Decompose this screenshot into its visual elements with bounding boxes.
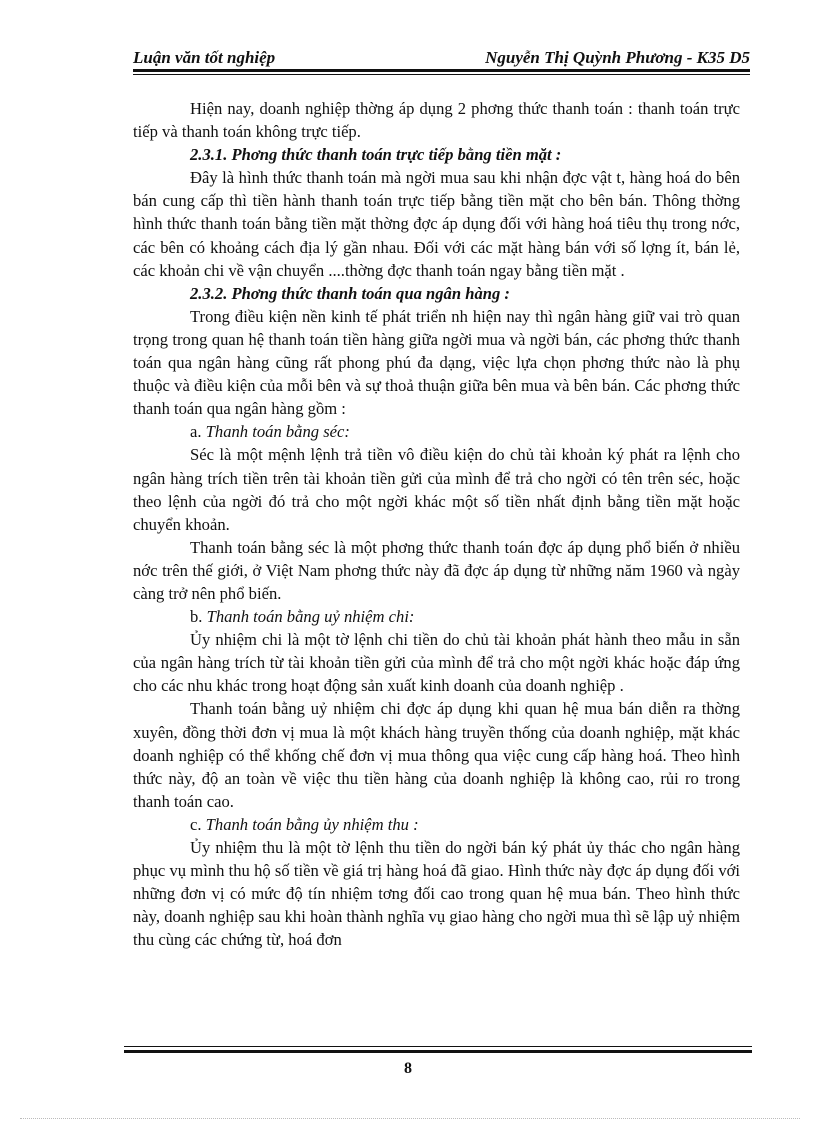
- paragraph-cash-payment: Đây là hình thức thanh toán mà ngời mua sau khi nhận đợc vật t, hàng hoá do bên bán cung cấp thì tiền hành thanh toán trực tiếp bằng tiền mặt cho bên bán. Thông thờng hình thức thanh toán bằng tiền mặt thờng đợc áp dụng đối với hàng hoá tiêu thụ trong nớc, các bên có khoảng cách địa lý gần nhau. Đối với các mặt hàng bán với số lợng ít, bán lẻ, các khoản chi về vận chuyển ....thờng đợc thanh toán ngay bằng tiền mặt .: [133, 168, 740, 280]
- page-header: [133, 46, 750, 70]
- subheading-a-title: Thanh toán bằng séc:: [205, 422, 350, 442]
- paragraph-intro: Hiện nay, doanh nghiệp thờng áp dụng 2 phơng thức thanh toán : thanh toán trực tiếp và thanh toán không trực tiếp.: [133, 99, 740, 142]
- page-edge-dotted-line: [20, 1118, 800, 1120]
- footer-rule-thick: [124, 1050, 752, 1053]
- footer-rule-thin: [124, 1046, 752, 1047]
- page-body: [133, 97, 740, 951]
- paragraph-cheque-definition: Séc là một mệnh lệnh trả tiền vô điều kiện do chủ tài khoản ký phát ra lệnh cho ngân hàng trích tiền trên tài khoản tiền gửi của mình để trả cho ngời có tên trên séc, hoặc theo lệnh của ngời đó trả cho một ngời khác một số tiền nhất định bằng tiền mặt hoặc chuyển khoản.: [133, 445, 740, 534]
- subheading-b: [133, 605, 740, 628]
- paragraph-payment-order-usage: Thanh toán bằng uỷ nhiệm chi đợc áp dụng khi quan hệ mua bán diễn ra thờng xuyên, đồng thời đơn vị mua là một khách hàng truyền thống của doanh nghiệp, mặt khác doanh nghiệp có thể khống chế đơn vị mua thông qua việc cung cấp hàng hoá. Theo hình thức này, độ an toàn về việc thu tiền hàng của doanh nghiệp là không cao, rủi ro trong thanh toán cao.: [133, 699, 740, 811]
- subheading-a-prefix: a.: [190, 422, 206, 442]
- subheading-c-prefix: c.: [190, 814, 206, 834]
- subheading-b-prefix: b.: [190, 607, 207, 627]
- subheading-c: [133, 813, 740, 836]
- section-heading-2-3-1: 2.3.1. Phơng thức thanh toán trực tiếp bằng tiền mặt :: [190, 145, 562, 165]
- header-rule-thick: [133, 69, 750, 72]
- subheading-b-title: Thanh toán bằng uỷ nhiệm chi:: [206, 607, 415, 627]
- subheading-c-title: Thanh toán bằng ủy nhiệm thu :: [205, 814, 419, 834]
- page-number: 8: [404, 1060, 412, 1077]
- paragraph-payment-order-definition: Ủy nhiệm chi là một tờ lệnh chi tiền do chủ tài khoản phát hành theo mẫu in sẵn của ngân hàng trích từ tài khoản tiền gửi của mình để trả cho một ngời khác hoặc đáp ứng cho các nhu khác trong hoạt động sản xuất kinh doanh của doanh nghiệp .: [133, 630, 740, 696]
- paragraph-collection-order: Ủy nhiệm thu là một tờ lệnh thu tiền do ngời bán ký phát ủy thác cho ngân hàng phục vụ mình thu hộ số tiền về giá trị hàng hoá đã giao. Hình thức này đợc áp dụng đối với những đơn vị có mức độ tín nhiệm tơng đối cao trong quan hệ mua bán. Theo hình thức này, doanh nghiệp sau khi hoàn thành nghĩa vụ giao hàng cho ngời mua thì sẽ lập uỷ nhiệm thu cùng các chứng từ, hoá đơn: [133, 838, 740, 950]
- section-heading-2-3-2: 2.3.2. Phơng thức thanh toán qua ngân hàng :: [190, 283, 510, 303]
- header-author: Nguyễn Thị Quỳnh Phương - K35 D5: [485, 48, 750, 67]
- paragraph-bank-payment: Trong điều kiện nền kinh tế phát triển nh hiện nay thì ngân hàng giữ vai trò quan trọng trong quan hệ thanh toán tiền hàng giữa ngời mua và ngời bán, các phơng thức thanh toán qua ngân hàng cũng rất phong phú đa dạng, việc lựa chọn phơng thức nào là phụ thuộc và điều kiện của mỗi bên và sự thoả thuận giữa bên mua và bên bán. Các phơng thức thanh toán qua ngân hàng gồm :: [133, 306, 740, 419]
- paragraph-cheque-usage: Thanh toán bằng séc là một phơng thức thanh toán đợc áp dụng phổ biến ở nhiều nớc trên thế giới, ở Việt Nam phơng thức này đã đợc áp dụng từ những năm 1960 và ngày càng trở nên phổ biến.: [133, 537, 740, 603]
- subheading-a: [133, 420, 740, 443]
- header-thesis-label: Luận văn tốt nghiệp: [133, 48, 276, 67]
- header-rule-thin: [133, 74, 750, 75]
